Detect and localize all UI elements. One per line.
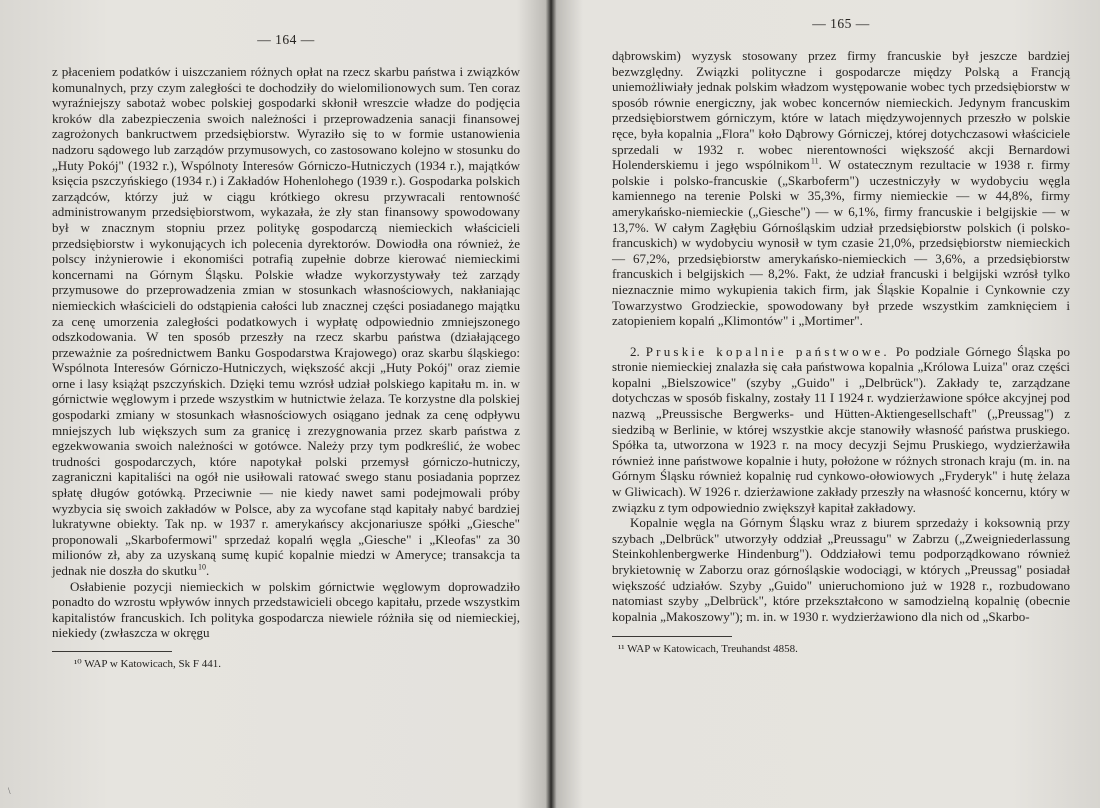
right-paragraph-1a: dąbrowskim) wyzysk stosowany przez firmy francuskie był jeszcze bardziej bezwzględny. Związki polityczne i gospodarcze między Polską a Francją uniemożliwiały jednak polskim władzom występowanie wobec tych przedsiębiorstw w sposób równie energiczny, jak wobec koncernów niemieckich. Jedynym francuskim przedsiębiorstwem górniczym, które w latach międzywojennych przeszło w polskie ręce, była kopalnia „Flora" koło Dąbrowy Górniczej, której dotychczasowi właściciele sprzedali w 1932 r. wobec nierentowności większość akcji Bernardowi Holenderskiemu i jego wspólnikom [612,48,1070,173]
scan-mark: \ [8,786,11,796]
right-paragraph-1 [612,48,1070,329]
right-paragraph-3: Kopalnie węgla na Górnym Śląsku wraz z biurem sprzedaży i koksownią przy szybach „Delbrück" utworzyły oddział „Preussagu" w Zabrzu („Zweigniederlassung Steinkohlenbergwerke Hindenburg"). Oddziałowi temu podporządkowano również brykietownię w Zaborzu oraz górnośląskie wodociągi, w których „Preussag" posiadał większość udziałów. Szyby „Guido" unieruchomiono już w 1928 r., rozbudowano natomiast szyby „Delbrück", które przekształcono w samodzielną kopalnię (obecnie kopalnia „Makoszowy"); m. in. w 1930 r. wydzierżawiono dla nich od „Skarbo- [612,515,1070,624]
footnote-rule-right [612,636,732,637]
section-number: 2. [630,343,640,359]
footnote-rule-left [52,651,172,652]
right-paragraph-1b: . W ostatecznym rezultacie w 1938 r. firmy polskie i polsko-francuskie („Skarboferm") uczestniczyły w wydobyciu węgla kamiennego na terenie Polski w 35,3%, firmy niemieckie — w 44,8%, firmy amerykańsko-niemieckie („Giesche") — w 6,1%, firmy francuskie i belgijskie — w 13,7%. W całym Zagłębiu Górnośląskim udział przedsiębiorstw polskich (i polsko-francuskich) w wydobyciu wynosił w tym czasie 21,0%, przedsiębiorstw niemieckich — 67,2%, przedsiębiorstw amerykańsko-niemieckich — 3,6%, a przedsiębiorstw francuskich i belgijskich — 8,2%. Fakt, że udział francuski i belgijski wzrósł tylko nieznacznie mimo wykupienia takich firm, jak Śląskie Kopalnie i Cynkownie czy Towarzystwo Grodzieckie, spowodowany był przede wszystkim zamknięciem i zatopieniem kopalń „Klimontów" i „Mortimer". [612,157,1070,329]
right-page [554,0,1100,808]
footnote-10: ¹⁰ WAP w Katowicach, Sk F 441. [74,657,222,670]
footnote-11: ¹¹ WAP w Katowicach, Treuhandst 4858. [618,643,798,656]
left-paragraph-1: z płaceniem podatków i uiszczaniem różnych opłat na rzecz skarbu państwa i związków komunalnych, przy czym zaległości te dochodziły do wielomilionowych sum. Ten coraz wyraźniejszy sabotaż wobec polskiej gospodarki skłonił wreszcie władze do podjęcia kroków dla zabezpieczenia swoich należności i przeprowadzenia sanacji finansowej zagrożonych bankructwem przedsiębiorstw. Wyraziło się to w formie ustanowienia nadzoru sądowego lub zarządów przymusowych, co zastosowano kolejno w stosunku do „Huty Pokój" (1932 r.), Wspólnoty Interesów Górniczo-Hutniczych (1934 r.), majątków księcia pszczyńskiego (1934 r.) i Zakładów Hohenlohego (1939 r.). Gospodarka polskich zarządców, którzy już w ciągu krótkiego okresu przywracali rentowność administrowanym przedsiębiorstwom, wykazała, że zły stan finansowy spowodowany był w znacznym stopniu przez politykę gospodarczą niemieckich właścicieli przedsiębiorstw i wykonujących ich polecenia dyrektorów. Dowiodła ona również, że polscy inżynierowie i ekonomiści potrafią zupełnie dobrze kierować niemieckimi koncernami na Górnym Śląsku. Polskie władze wykorzystywały też zarządy przymusowe do przeprowadzenia zmian w stosunkach własnościowych, nakłaniając niemieckich właścicieli do odstąpienia całości lub znacznej części posiadanego majątku za cenę umorzenia zaległości podatkowych i wypłatę odpowiednio zmniejszonego odszkodowania. W ten sposób przeszły na rzecz skarbu państwa (działającego przeważnie za pośrednictwem Banku Gospodarstwa Krajowego) oraz skarbu śląskiego: Wspólnota Interesów Górniczo-Hutniczych, większość akcji „Huty Pokój" oraz ziemie orne i lasy książąt pszczyńskich. Dzięki temu wzrósł udział polskiego kapitału m. in. w górnictwie węglowym i przede wszystkim w hutnictwie żelaza. Te korzystne dla polskiej gospodarki zmiany w stosunkach własnościowych osiągano jednak za cenę odpływu mniejszych lub większych sum za granicę i zrezygnowania przez skarb państwa z egzekwowania swoich należności w gotówce. Należy przy tym podkreślić, że wobec trudności gospodarczych, które napotykał polski przemysł górniczo-hutniczy, zagraniczni kapitaliści na ogół nie usiłowali ratować swego stanu posiadania poprzez spłatę długów gotówką. Przeciwnie — nie kiedy nawet sami podejmowali próby wyzbycia się swoich zakładów w Polsce, aby za wycofane stąd kapitały nabyć bardziej lukratywne obiekty. Tak np. w 1937 r. amerykańscy akcjonariusze spółki „Giesche" proponowali „Skarbofermowi" sprzedaż kopalń węgla „Giesche" i „Kleofas" za 30 milionów zł, aby za uzyskaną sumę kupić kopalnie miedzi w Ameryce; transakcja ta jednak nie doszła do skutku $^{10}$. [52,64,520,578]
right-body [612,48,1070,624]
footnote-ref-11: 11 [810,156,819,166]
left-paragraph-1-text: z płaceniem podatków i uiszczaniem różnych opłat na rzecz skarbu państwa i związków komunalnych, przy czym zaległości te dochodziły do wielomilionowych sum. Ten coraz wyraźniejszy sabotaż wobec polskiej gospodarki skłonił wreszcie władze do podjęcia kroków dla zabezpieczenia swoich należności i przeprowadzenia sanacji finansowej zagrożonych bankructwem przedsiębiorstw. Wyraziło się to w formie ustanowienia nadzoru sądowego lub zarządów przymusowych, co zastosowano kolejno w stosunku do „Huty Pokój" (1932 r.), Wspólnoty Interesów Górniczo-Hutniczych (1934 r.), majątków księcia pszczyńskiego (1934 r.) i Zakładów Hohenlohego (1939 r.). Gospodarka polskich zarządców, którzy już w ciągu krótkiego okresu przywracali rentowność administrowanym przedsiębiorstwom, wykazała, że zły stan finansowy spowodowany był w znacznym stopniu przez politykę gospodarczą niemieckich właścicieli przedsiębiorstw i wykonujących ich polecenia dyrektorów. Dowiodła ona również, że polscy inżynierowie i ekonomiści potrafią zupełnie dobrze kierować niemieckimi koncernami na Górnym Śląsku. Polskie władze wykorzystywały też zarządy przymusowe do przeprowadzenia zmian w stosunkach własnościowych, nakłaniając niemieckich właścicieli do odstąpienia całości lub znacznej części posiadanego majątku za cenę umorzenia zaległości podatkowych i wypłatę odpowiednio zmniejszonego odszkodowania. W ten sposób przeszły na rzecz skarbu państwa (działającego przeważnie za pośrednictwem Banku Gospodarstwa Krajowego) oraz skarbu śląskiego: Wspólnota Interesów Górniczo-Hutniczych, większość akcji „Huty Pokój" oraz ziemie orne i lasy książąt pszczyńskich. Dzięki temu wzrósł udział polskiego kapitału m. in. w górnictwie węglowym i przede wszystkim w hutnictwie żelaza. Te korzystne dla polskiej gospodarki zmiany w stosunkach własnościowych osiągano jednak za cenę odpływu mniejszych lub większych sum za granicę i zrezygnowania przez skarb państwa z egzekwowania swoich należności w gotówce. Należy przy tym podkreślić, że wobec trudności gospodarczych, które napotykał polski przemysł górniczo-hutniczy, zagraniczni kapitaliści na ogół nie usiłowali ratować swego stanu posiadania poprzez spłatę długów gotówką. Przeciwnie — nie kiedy nawet sami podejmowali próby wyzbycia się swoich zakładów w Polsce, aby za wycofane stąd kapitały nabyć bardziej lukratywne obiekty. Tak np. w 1937 r. amerykańscy akcjonariusze spółki „Giesche" proponowali „Skarbofermowi" sprzedaż kopalń węgla „Giesche" i „Kleofas" za 30 milionów zł, aby za uzyskaną sumę kupić kopalnie miedzi w Ameryce; transakcja ta jednak nie doszła do skutku [52,64,520,578]
section-title: Pruskie kopalnie państwowe. [645,343,890,359]
section-2-text: Po podziale Górnego Śląska po stronie niemieckiej znalazła się cała państwowa kopalnia „Królowa Luiza" oraz części kopalni „Bielszowice" (szyby „Guido" i „Delbrück"). Zakłady te, zarządzane dotychczas w sposób fiskalny, zostały 11 I 1924 r. wydzierżawione spółce akcyjnej pod nazwą „Preussische Bergwerks- und Hütten-Aktiengesellschaft" („Preussag") z siedzibą w Berlinie, w której wszystkie akcje stanowiły własność państwa pruskiego. Spółka ta, utworzona w 1923 r. na mocy decyzji Sejmu Pruskiego, wydzierżawiła również inne państwowe kopalnie i huty, położone w różnych stronach kraju (m. in. na Górnym Śląsku również kopalnię rud cynkowo-ołowiowych „Fryderyk" i hutę żelaza w Gliwicach). W 1926 r. dzierżawione zakłady przeszły na własność koncernu, który w związku z tym odpowiednio zwiększył kapitał zakładowy. [612,343,1071,515]
page-number-right: — 165 — [812,16,870,31]
footnote-ref-10: 10 [198,562,207,572]
left-paragraph-2: Osłabienie pozycji niemieckich w polskim górnictwie węglowym doprowadziło ponadto do wzrostu wpływów innych przedstawicieli obcego kapitału, przede wszystkim kapitalistów francuskich. Ich polityka gospodarcza niewiele różniła się od niemieckiej, niekiedy (zwłaszcza w okręgu [52,578,520,641]
page-number-left: — 164 — [257,32,315,47]
left-body [52,64,520,641]
section-2-paragraph [612,344,1070,516]
